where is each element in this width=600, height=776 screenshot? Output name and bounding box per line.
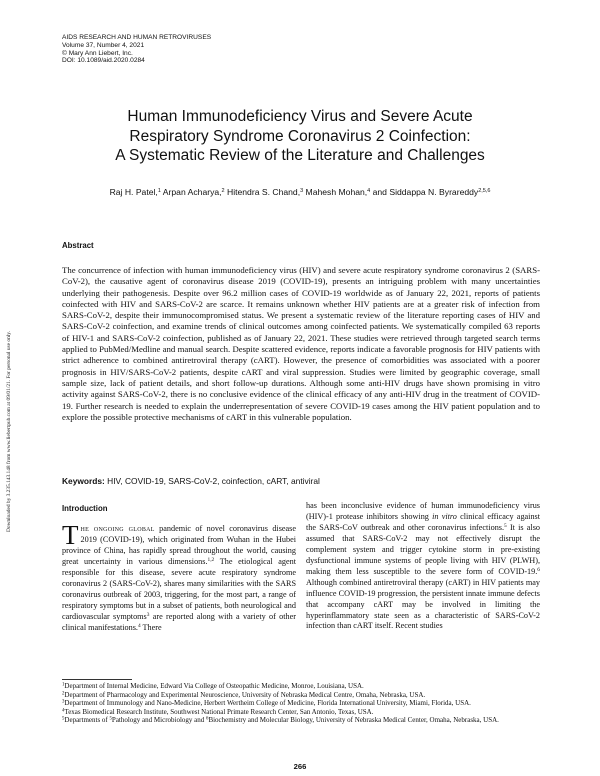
abstract-text: The concurrence of infection with human immunodeficiency virus (HIV) and severe acute respiratory syndrome coronavirus 2 (SARS-CoV-2), the causative agent of coronavirus disease 2019 (COVID-19), presents an intriguing problem with many uncertainties underlying their pathogenesis. Despite over 96.2 million cases of COVID-19 worldwide as of January 22, 2021, reports of patients coinfected with HIV and SARS-CoV-2 are scarce. It remains unknown whether HIV patients are at a greater risk of infection from SARS-CoV-2, despite their immunocompromised status. We present a systematic review of the literature reporting cases of HIV and SARS-CoV-2 coinfection, and examine trends of clinical outcomes among coinfected patients. We systematically compiled 63 reports of HIV-1 and SARS-CoV-2 coinfection, published as of January 22, 2021. These studies were retrieved through targeted search terms applied to PubMed/Medline and manual search. Despite scattered evidence, reports indicate a favorable prognosis for HIV patients with strict adherence to combined antiretroviral therapy (cART). However, the presence of comorbidities was associated with a poorer prognosis in HIV/SARS-CoV-2 patients, despite cART and viral suppression. Studies were limited by geographic coverage, small sample size, lack of patient details, and short follow-up durations. Although some anti-HIV drugs have shown promising in vitro activity against SARS-CoV-2, there is no conclusive evidence of the clinical efficacy of any anti-HIV drug in the treatment of COVID-19. Further research is needed to explain the underrepresentation of severe COVID-19 cases among the HIV patient population and to explore the possible protective mechanisms of cART in this vulnerable population.	[62, 265, 540, 422]
paragraph-text: The etiological agent responsible for this disease, severe acute respiratory syndrome coronavirus 2 (SARS-CoV-2), shares many similarities with the SARS coronavirus outbreak of 2003, triggering, for the most part, a range of respiratory symptoms but in a subset of patients, both neurological and cardiovascular symptoms	[62, 556, 296, 621]
footnote-text: Department of Internal Medicine, Edward Via College of Osteopathic Medicine, Monroe, Louisiana, USA.	[64, 682, 364, 690]
citation-ref[interactable]: 5	[504, 522, 507, 529]
author-name[interactable]: Mahesh Mohan,	[303, 187, 368, 197]
author-name[interactable]: Hitendra S. Chand,	[224, 187, 301, 197]
footnote-mark: 3	[62, 699, 65, 705]
author-name[interactable]: Raj H. Patel,	[109, 187, 158, 197]
footnote	[62, 699, 540, 708]
lead-in: he ongoing global	[80, 524, 155, 533]
introduction-column-left	[62, 520, 296, 634]
italic-term: in vitro	[432, 511, 457, 521]
footnote-text: Departments of	[64, 716, 110, 725]
paragraph-text: clinical efficacy against the SARS-CoV outbreak and other coronavirus infections.	[306, 511, 540, 532]
download-watermark: Downloaded by 3.235.143.148 from www.liebertpub.com at 09/01/21. For personal use only.	[6, 331, 12, 532]
author-list	[30, 187, 570, 197]
footnote-mark: 6	[206, 716, 209, 722]
footnote-text: Texas Biomedical Research Institute, Southwest National Primate Research Center, San Antonio, Texas, USA.	[64, 707, 374, 716]
introduction-heading: Introduction	[62, 504, 108, 513]
keywords-list: HIV, COVID-19, SARS-CoV-2, coinfection, cART, antiviral	[107, 476, 320, 486]
journal-copyright: © Mary Ann Liebert, Inc.	[62, 49, 133, 57]
paragraph-text: are reported along with a variety of other clinical manifestations.	[62, 611, 296, 632]
footnote	[62, 716, 540, 725]
footnote-mark: 5	[109, 716, 112, 722]
author-affiliation-mark: 3	[300, 188, 304, 194]
citation-ref[interactable]: 6	[537, 566, 540, 573]
footnote	[62, 682, 540, 691]
citation-ref[interactable]: 1,2	[207, 556, 215, 563]
author-affiliation-mark: 2	[221, 188, 225, 194]
paragraph-text: pandemic of novel coronavirus disease 2019 (COVID-19), which originated from Wuhan in the Hubei province of China, has rapidly spread throughout the world, causing great uncertainty in various dimensions.	[62, 524, 296, 566]
affiliation-footnotes	[62, 682, 540, 725]
footnote-mark: 4	[62, 708, 65, 714]
footnote-text: Department of Immunology and Nano-Medicine, Herbert Wertheim College of Medicine, Florida International University, Miami, Florida, USA.	[64, 699, 471, 708]
author-name[interactable]: and Siddappa N. Byrareddy	[370, 187, 479, 197]
citation-ref[interactable]: 3	[146, 611, 150, 618]
paragraph-text: Although combined antiretroviral therapy (cART) in HIV patients may influence COVID-19 progression, the persistent innate immune defects that accompany cART may be involved in limiting the hyperinflammatory state seen as a characteristic of SARS-CoV-2 infection than cART itself. Recent studies	[306, 577, 540, 631]
author-affiliation-mark: 4	[367, 188, 371, 194]
author-name[interactable]: Arpan Acharya,	[160, 187, 222, 197]
drop-cap: T	[62, 520, 79, 550]
citation-ref[interactable]: 4	[137, 622, 141, 629]
title-line-3: A Systematic Review of the Literature and Challenges	[115, 147, 485, 164]
footnote-mark: 1	[62, 682, 65, 688]
introduction-column-right	[306, 501, 540, 632]
page-number: 266	[293, 762, 307, 771]
keywords	[62, 476, 540, 486]
footnote-text: Pathology and Microbiology and	[111, 716, 207, 725]
paragraph-text: has been inconclusive evidence of human immunodeficiency virus (HIV)-1 protease inhibitors showing	[306, 501, 540, 521]
footnote-text: Biochemistry and Molecular Biology, University of Nebraska Medical Center, Omaha, Nebraska, USA.	[208, 716, 499, 725]
title-line-1: Human Immunodeficiency Virus and Severe Acute	[127, 108, 473, 125]
footnote-mark: 5	[62, 716, 65, 722]
paragraph-text: It is also assumed that SARS-CoV-2 may not effectively disrupt the complement system and trigger cytokine storm in pre-existing dysfunctional immune systems of people living with HIV (PLWH), making them less susceptible to the severe form of COVID-19.	[306, 522, 540, 576]
keywords-label: Keywords:	[62, 476, 105, 486]
paragraph-text: There	[140, 622, 162, 632]
journal-header	[62, 34, 211, 65]
footnote	[62, 708, 540, 717]
author-affiliation-mark: 1	[157, 188, 161, 194]
footnote	[62, 691, 540, 700]
journal-volume: Volume 37, Number 4, 2021	[62, 41, 145, 49]
journal-doi[interactable]: DOI: 10.1089/aid.2020.0284	[62, 57, 145, 65]
title-line-2: Respiratory Syndrome Coronavirus 2 Coinfection:	[129, 127, 471, 145]
footnote-mark: 2	[62, 691, 65, 697]
article-title	[40, 107, 560, 166]
journal-name: AIDS RESEARCH AND HUMAN RETROVIRUSES	[62, 34, 212, 41]
footnote-text: Department of Pharmacology and Experimental Neuroscience, University of Nebraska Medical Centre, Omaha, Nebraska, USA.	[64, 690, 426, 699]
author-affiliation-mark: 2,5,6	[478, 188, 491, 194]
footnote-divider	[62, 679, 132, 680]
abstract-heading: Abstract	[62, 241, 94, 250]
